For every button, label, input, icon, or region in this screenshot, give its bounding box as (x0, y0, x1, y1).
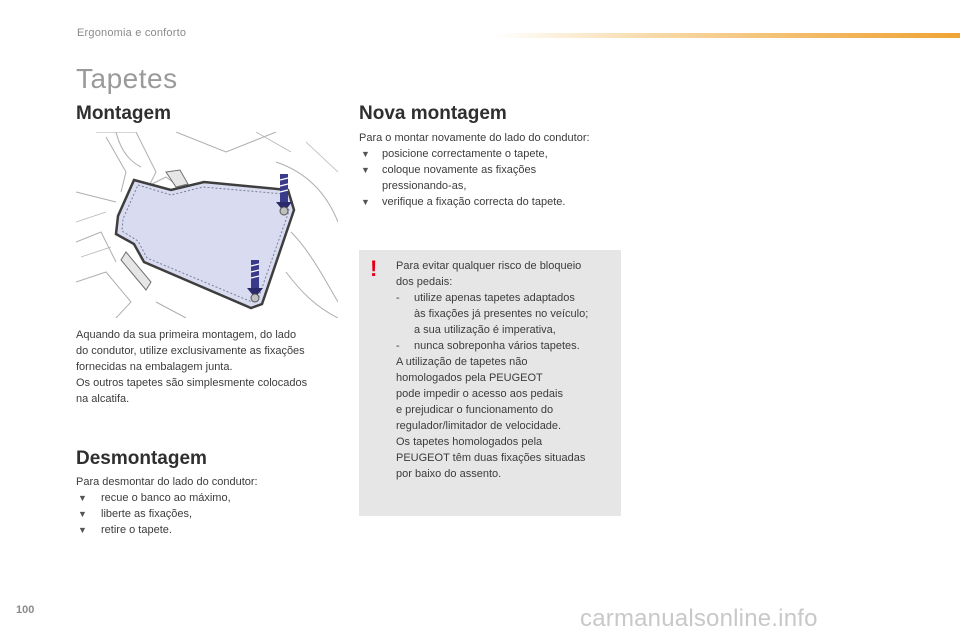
list-item: ▼ recue o banco ao máximo, (78, 492, 231, 504)
page-title: Tapetes (76, 63, 178, 94)
triangle-bullet-icon: ▼ (78, 509, 87, 519)
warning-text (396, 258, 618, 482)
desmontagem-heading: Desmontagem (76, 448, 207, 469)
text-line: e prejudicar o funcionamento do (396, 404, 554, 416)
text-line: na alcatifa. (76, 393, 130, 405)
list-item: ▼ posicione correctamente o tapete, (361, 148, 548, 160)
header-accent-bar (495, 33, 960, 38)
desmontagem-block (76, 474, 346, 538)
text-line: Para evitar qualquer risco de bloqueio (396, 260, 582, 272)
text-line: por baixo do assento. (396, 468, 502, 480)
list-item: ▼ verifique a fixação correcta do tapete. (361, 196, 566, 208)
triangle-bullet-icon: ▼ (361, 197, 370, 207)
floor-mat-illustration (76, 132, 338, 318)
triangle-bullet-icon: ▼ (78, 493, 87, 503)
dash-marker: - (396, 340, 400, 352)
text-line: homologados pela PEUGEOT (396, 372, 543, 384)
nova-montagem-heading: Nova montagem (359, 103, 507, 124)
warning-exclamation-icon: ! (370, 256, 378, 281)
text-line: Os outros tapetes são simplesmente colocados (76, 377, 308, 389)
text-line: fornecidas na embalagem junta. (76, 361, 233, 373)
triangle-bullet-icon: ▼ (361, 149, 370, 159)
nova-montagem-steps (359, 146, 639, 210)
triangle-bullet-icon: ▼ (361, 165, 370, 175)
text-line: PEUGEOT têm duas fixações situadas (396, 452, 586, 464)
text-line: regulador/limitador de velocidade. (396, 420, 562, 432)
list-item: ▼ retire o tapete. (78, 524, 172, 536)
warning-dash-item: - utilize apenas tapetes adaptados às fixações já presentes no veículo; a sua utilização é imperativa, (396, 292, 589, 336)
dash-marker: - (396, 292, 400, 304)
desmontagem-steps (76, 490, 346, 538)
page-number: 100 (16, 604, 35, 616)
watermark: carmanualsonline.info (580, 605, 818, 632)
section-label: Ergonomia e conforto (77, 27, 187, 39)
text-line: dos pedais: (396, 276, 453, 288)
text-line: pode impedir o acesso aos pedais (396, 388, 563, 400)
nova-montagem-intro: Para o montar novamente do lado do condutor: (359, 132, 590, 144)
list-item: ▼ liberte as fixações, (78, 508, 193, 520)
desmontagem-intro: Para desmontar do lado do condutor: (76, 476, 258, 488)
triangle-bullet-icon: ▼ (78, 525, 87, 535)
montagem-paragraph (76, 327, 346, 407)
warning-dash-item: - nunca sobreponha vários tapetes. (396, 340, 580, 352)
text-line: do condutor, utilize exclusivamente as fixações (76, 345, 305, 357)
nova-montagem-block (359, 130, 639, 210)
text-line: Aquando da sua primeira montagem, do lado (76, 329, 297, 341)
text-line: Os tapetes homologados pela (396, 436, 543, 448)
montagem-heading: Montagem (76, 103, 171, 124)
text-line: A utilização de tapetes não (396, 356, 528, 368)
list-item: ▼ coloque novamente as fixações pressionando-as, (361, 164, 537, 192)
